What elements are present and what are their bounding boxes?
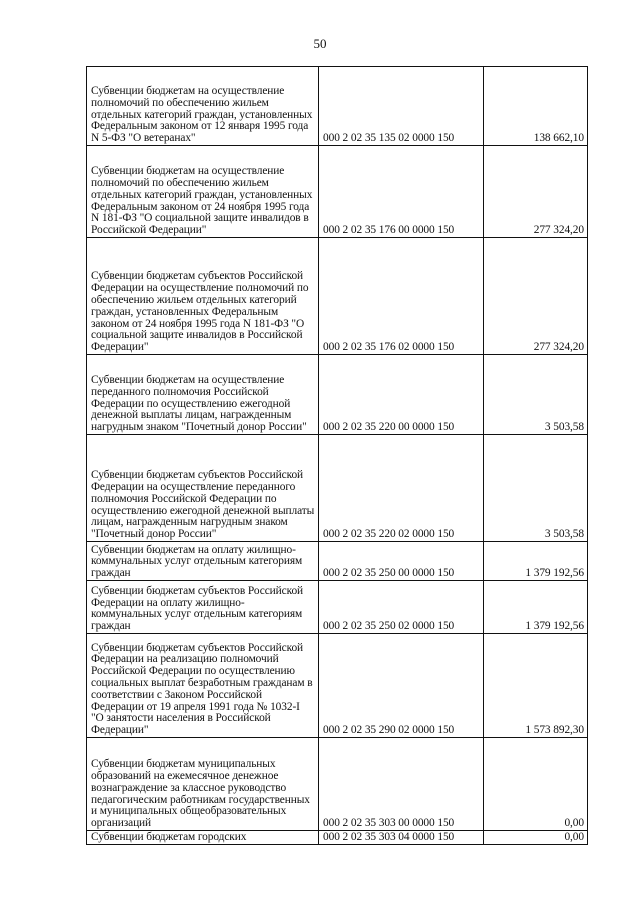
row-amount: 3 503,58	[484, 355, 588, 435]
table-row	[87, 542, 588, 581]
row-amount: 0,00	[484, 831, 588, 845]
row-budget-code: 000 2 02 35 220 00 0000 150	[319, 355, 484, 435]
row-description: Субвенции бюджетам на осуществление полномочий по обеспечению жильем отдельных категорий граждан, установленных Федеральным законом от 12 января 1995 года N 5-ФЗ "О ветеранах"	[87, 67, 319, 146]
row-amount: 1 573 892,30	[484, 634, 588, 738]
row-budget-code: 000 2 02 35 176 00 0000 150	[319, 146, 484, 238]
row-description: Субвенции бюджетам субъектов Российской Федерации на реализацию полномочий Российской Федерации по осуществлению социальных выплат безработным гражданам в соответствии с Законом Российской Федерации от 19 апреля 1991 года № 1032-I "О занятости населения в Российской Федерации"	[87, 634, 319, 738]
row-description: Субвенции бюджетам субъектов Российской Федерации на осуществление полномочий по обеспечению жильем отдельных категорий граждан, установленных Федеральным законом от 24 ноября 1995 года N 181-ФЗ "О социальной защите инвалидов в Российской Федерации"	[87, 238, 319, 355]
row-amount: 138 662,10	[484, 67, 588, 146]
table-row	[87, 581, 588, 634]
row-amount: 277 324,20	[484, 238, 588, 355]
row-description: Субвенции бюджетам муниципальных образований на ежемесячное денежное вознаграждение за классное руководство педагогическим работникам государственных и муниципальных общеобразовательных организаций	[87, 738, 319, 831]
table-row	[87, 146, 588, 238]
table-row	[87, 634, 588, 738]
row-description: Субвенции бюджетам на осуществление переданного полномочия Российской Федерации по осуществлению ежегодной денежной выплаты лицам, награжденным нагрудным знаком "Почетный донор России"	[87, 355, 319, 435]
row-budget-code: 000 2 02 35 220 02 0000 150	[319, 435, 484, 542]
table-row	[87, 238, 588, 355]
row-budget-code: 000 2 02 35 250 00 0000 150	[319, 542, 484, 581]
row-budget-code: 000 2 02 35 303 04 0000 150	[319, 831, 484, 845]
row-budget-code: 000 2 02 35 135 02 0000 150	[319, 67, 484, 146]
table-row	[87, 435, 588, 542]
row-budget-code: 000 2 02 35 303 00 0000 150	[319, 738, 484, 831]
table-row	[87, 831, 588, 845]
page-number: 50	[313, 36, 327, 51]
row-amount: 1 379 192,56	[484, 581, 588, 634]
table-row	[87, 738, 588, 831]
row-amount: 277 324,20	[484, 146, 588, 238]
row-amount: 3 503,58	[484, 435, 588, 542]
row-description: Субвенции бюджетам городских	[87, 831, 319, 845]
row-budget-code: 000 2 02 35 290 02 0000 150	[319, 634, 484, 738]
row-description: Субвенции бюджетам на осуществление полномочий по обеспечению жильем отдельных категорий граждан, установленных Федеральным законом от 24 ноября 1995 года N 181-ФЗ "О социальной защите инвалидов в Российской Федерации"	[87, 146, 319, 238]
row-description: Субвенции бюджетам на оплату жилищно-коммунальных услуг отдельным категориям граждан	[87, 542, 319, 581]
row-amount: 1 379 192,56	[484, 542, 588, 581]
table-row	[87, 355, 588, 435]
row-description: Субвенции бюджетам субъектов Российской Федерации на оплату жилищно-коммунальных услуг отдельным категориям граждан	[87, 581, 319, 634]
table-row	[87, 67, 588, 146]
row-description: Субвенции бюджетам субъектов Российской Федерации на осуществление переданного полномочия Российской Федерации по осуществлению ежегодной денежной выплаты лицам, награжденным нагрудным знаком "Почетный донор России"	[87, 435, 319, 542]
row-amount: 0,00	[484, 738, 588, 831]
row-budget-code: 000 2 02 35 250 02 0000 150	[319, 581, 484, 634]
budget-revenue-table	[86, 66, 588, 845]
row-budget-code: 000 2 02 35 176 02 0000 150	[319, 238, 484, 355]
